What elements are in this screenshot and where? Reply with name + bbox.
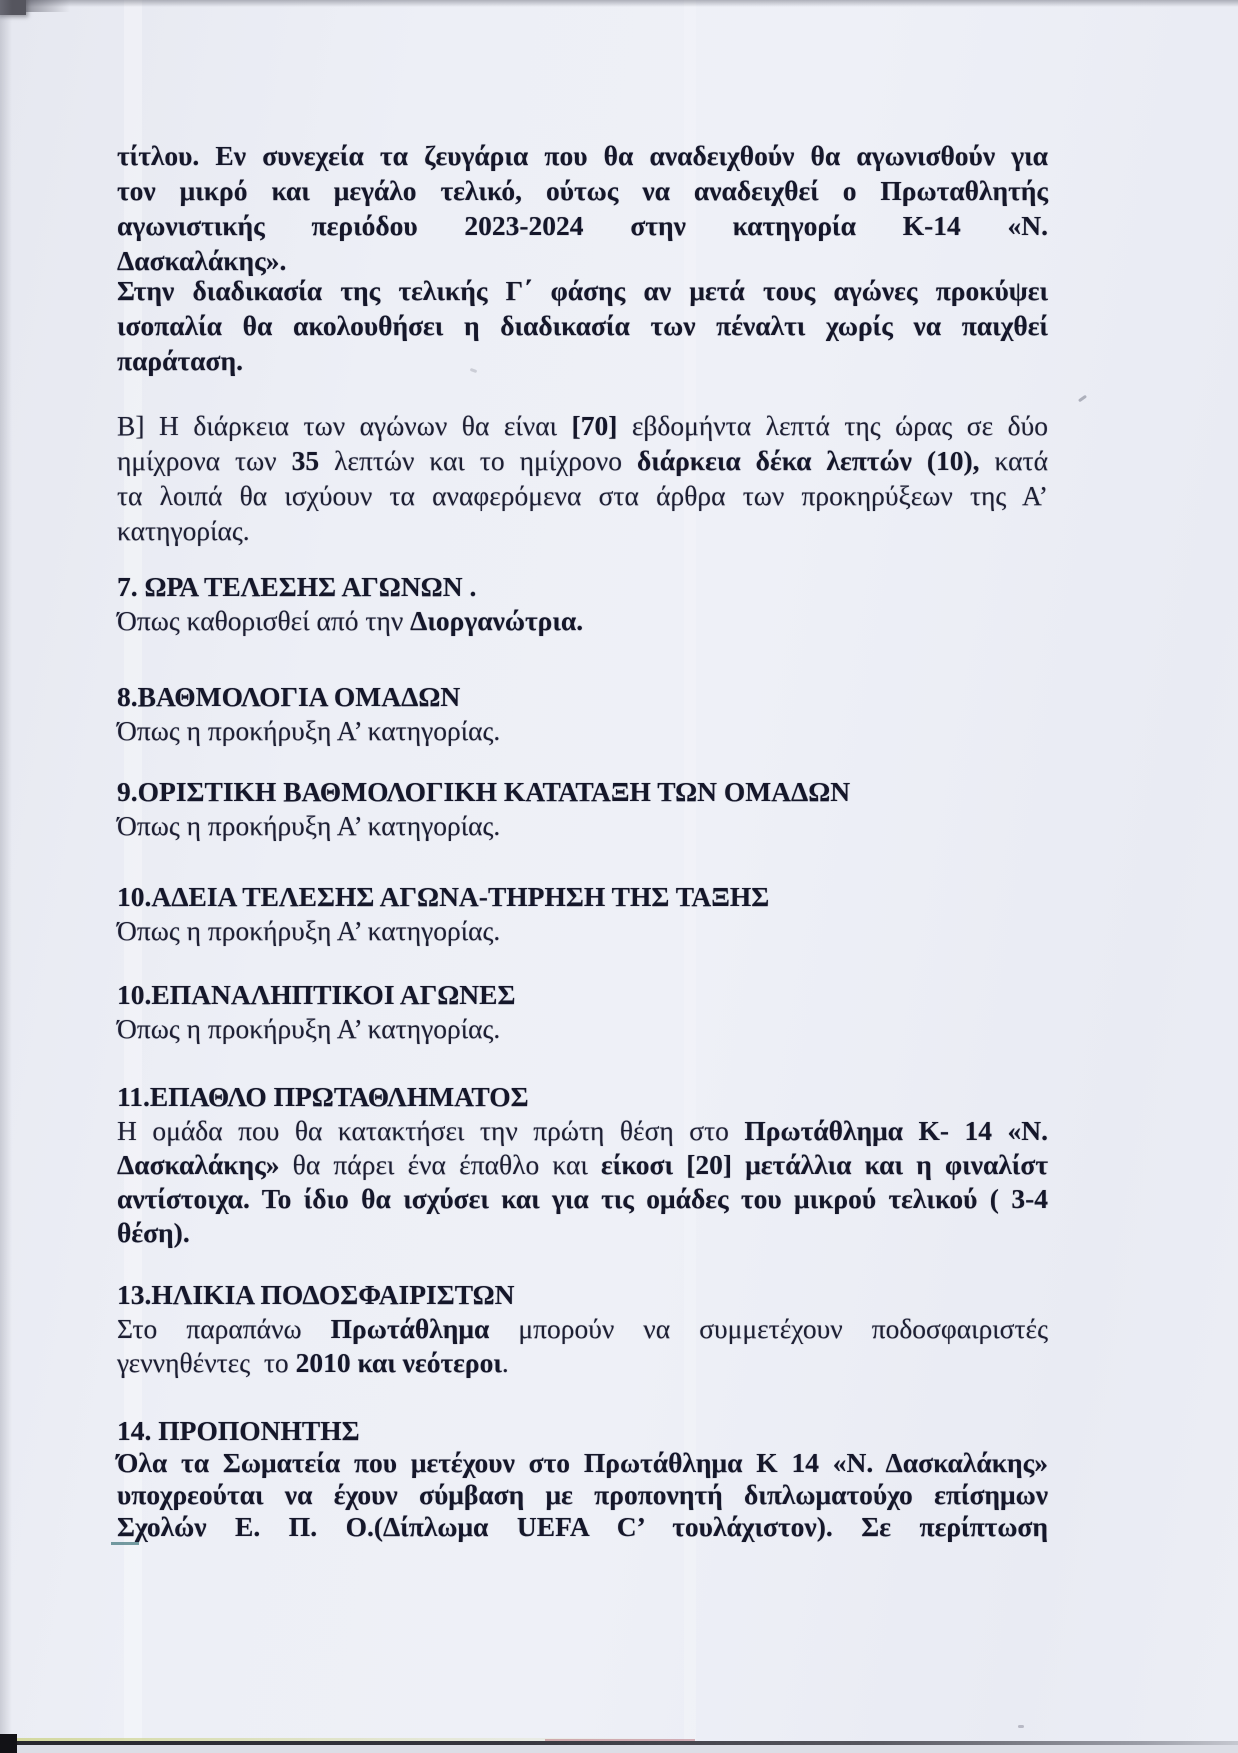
text-segment: ημίχρονα των [117, 445, 292, 476]
section-body [117, 714, 1048, 748]
text-segment: αντίστοιχα. Το ίδιο θα ισχύσει και για τις ομάδες του μικρού τελικού ( 3-4 [117, 1183, 1048, 1214]
text-segment: [70] [571, 410, 618, 441]
text-segment: Πρωτάθλημα [330, 1313, 490, 1344]
section-body [117, 809, 1048, 843]
text-segment: κατηγορίας. [117, 515, 250, 546]
text-segment: γεννηθέντες το [117, 1347, 296, 1378]
scan-top-edge [0, 0, 1238, 7]
text-segment: Πρωτάθλημα Κ- 14 «Ν. [744, 1115, 1048, 1146]
text-segment: τίτλου. Εν συνεχεία τα ζευγάρια που θα αναδειχθούν θα αγωνισθούν για [117, 140, 1048, 171]
section-10-replay-matches [117, 978, 1048, 1046]
paragraph-line [117, 408, 1048, 443]
section-13-player-age [117, 1278, 1048, 1380]
text-segment: Όπως καθορισθεί από την [117, 605, 411, 636]
text-segment: Δασκαλάκης». [117, 245, 287, 276]
ink-smudge [111, 1542, 139, 1545]
intro-paragraph [117, 138, 1048, 278]
section-heading [117, 775, 1048, 809]
section-7-match-time [117, 570, 1048, 638]
section-body [117, 1447, 1048, 1479]
text-segment: 8.ΒΑΘΜΟΛΟΓΙΑ ΟΜΑΔΩΝ [117, 681, 461, 712]
section-body [117, 1346, 1048, 1380]
text-segment: είκοσι [20] μετάλλια και η φιναλίστ [601, 1149, 1048, 1180]
section-14-coach [117, 1415, 1048, 1543]
text-segment: Σχολών Ε. Π. Ο.(Δίπλωμα UEFA C’ τουλάχιστον). Σε περίπτωση [117, 1511, 1048, 1542]
text-segment: τον μικρό και μεγάλο τελικό, ούτως να αναδειχθεί ο Πρωταθλητής [117, 175, 1048, 206]
scan-bottom-margin [0, 1745, 1238, 1753]
section-body [117, 1148, 1048, 1182]
text-segment: παράταση. [117, 345, 243, 376]
section-body [117, 1216, 1048, 1250]
text-segment: λεπτών και το ημίχρονο [319, 445, 637, 476]
text-segment: Όπως η προκήρυξη Α’ κατηγορίας. [117, 810, 501, 841]
text-segment: 7. ΩΡΑ ΤΕΛΕΣΗΣ ΑΓΩΝΩΝ . [117, 571, 477, 602]
text-segment: 11.ΕΠΑΘΛΟ ΠΡΩΤΑΘΛΗΜΑΤΟΣ [117, 1081, 529, 1112]
paragraph-line [117, 443, 1048, 478]
section-11-championship-prize [117, 1080, 1048, 1250]
text-segment: εβδομήντα λεπτά της ώρας σε δύο [617, 410, 1048, 441]
text-column [117, 0, 1048, 1753]
penalty-phase-paragraph [117, 273, 1048, 378]
section-body [117, 1114, 1048, 1148]
section-heading [117, 570, 1048, 604]
text-segment: αγωνιστικής περιόδου 2023-2024 στην κατηγορία Κ-14 «Ν. [117, 210, 1048, 241]
text-segment: Διοργανώτρια. [410, 605, 584, 636]
text-segment: μπορούν να συμμετέχουν ποδοσφαιριστές [489, 1313, 1048, 1344]
section-body [117, 1511, 1048, 1543]
section-heading [117, 978, 1048, 1012]
duration-paragraph [117, 408, 1048, 548]
section-body [117, 604, 1048, 638]
text-segment: Η ομάδα που θα κατακτήσει την πρώτη θέση στο [117, 1115, 745, 1146]
text-segment: θα πάρει ένα έπαθλο και [279, 1149, 602, 1180]
text-segment: τα λοιπά θα ισχύουν τα αναφερόμενα στα άρθρα των προκηρύξεων της Α’ [117, 480, 1048, 511]
paragraph-line [117, 513, 1048, 548]
section-9-final-ranking [117, 775, 1048, 843]
text-segment: 35 [291, 445, 320, 476]
text-segment: Στο παραπάνω [117, 1313, 331, 1344]
section-body [117, 1182, 1048, 1216]
paragraph-line [117, 273, 1048, 308]
section-body [117, 1312, 1048, 1346]
section-body [117, 1479, 1048, 1511]
paragraph-line [117, 308, 1048, 343]
text-segment: κατά [979, 445, 1049, 476]
text-segment: Β] Η διάρκεια των αγώνων θα είναι [117, 410, 572, 441]
text-segment: 9.ΟΡΙΣΤΙΚΗ ΒΑΘΜΟΛΟΓΙΚΗ ΚΑΤΑΤΑΞΗ ΤΩΝ ΟΜΑΔΩΝ [117, 776, 851, 807]
text-segment: ισοπαλία θα ακολουθήσει η διαδικασία των πέναλτι χωρίς να παιχθεί [117, 310, 1048, 341]
section-heading [117, 1080, 1048, 1114]
text-segment: 2010 και νεότεροι [295, 1347, 502, 1378]
text-segment: 10.ΕΠΑΝΑΛΗΠΤΙΚΟΙ ΑΓΩΝΕΣ [117, 979, 516, 1010]
scan-left-edge [0, 0, 12, 1753]
section-body [117, 1012, 1048, 1046]
text-segment: διάρκεια δέκα λεπτών (10), [636, 445, 980, 476]
text-segment: θέση). [117, 1217, 190, 1248]
section-8-standings [117, 680, 1048, 748]
text-segment: Όπως η προκήρυξη Α’ κατηγορίας. [117, 1013, 501, 1044]
section-body [117, 914, 1048, 948]
text-segment: 14. ΠΡΟΠΟΝΗΤΗΣ [117, 1415, 360, 1446]
text-segment: 10.ΑΔΕΙΑ ΤΕΛΕΣΗΣ ΑΓΩΝΑ-ΤΗΡΗΣΗ ΤΗΣ ΤΑΞΗΣ [117, 881, 770, 912]
paragraph-line [117, 138, 1048, 173]
section-heading [117, 880, 1048, 914]
scan-speck [1018, 1725, 1024, 1728]
paragraph-line [117, 173, 1048, 208]
text-segment: Όπως η προκήρυξη Α’ κατηγορίας. [117, 715, 501, 746]
text-segment: Όλα τα Σωματεία που μετέχουν στο Πρωτάθλημα Κ 14 «Ν. Δασκαλάκης» [117, 1447, 1048, 1478]
text-segment: Όπως η προκήρυξη Α’ κατηγορίας. [117, 915, 501, 946]
text-segment: Στην διαδικασία της τελικής Γ΄ φάσης αν μετά τους αγώνες προκύψει [117, 275, 1048, 306]
paragraph-line [117, 478, 1048, 513]
text-segment: 13.ΗΛΙΚΙΑ ΠΟΔΟΣΦΑΙΡΙΣΤΩΝ [117, 1279, 515, 1310]
scan-speck [1078, 395, 1087, 403]
text-segment: υποχρεούται να έχουν σύμβαση με προπονητή διπλωματούχο επίσημων [117, 1479, 1048, 1510]
paragraph-line [117, 208, 1048, 243]
section-heading [117, 1415, 1048, 1447]
section-10-match-permit [117, 880, 1048, 948]
section-heading [117, 680, 1048, 714]
scan-bottom-left-corner [0, 1734, 17, 1753]
section-heading [117, 1278, 1048, 1312]
text-segment: Δασκαλάκης» [117, 1149, 280, 1180]
paragraph-line [117, 343, 1048, 378]
text-segment: . [501, 1347, 509, 1378]
